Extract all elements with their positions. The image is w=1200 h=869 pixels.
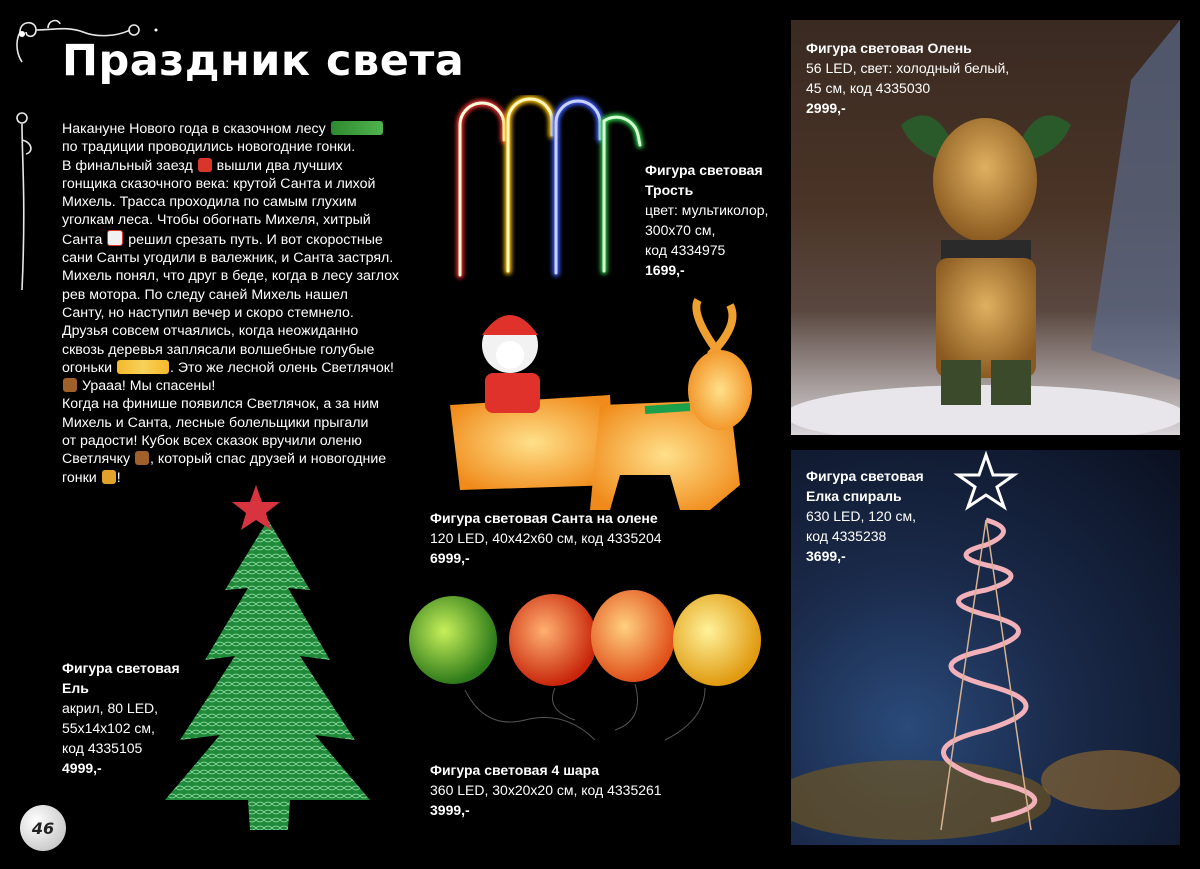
product-name: Фигура световая	[62, 660, 180, 676]
story-line: от радости! Кубок всех сказок вручили оленю	[62, 433, 362, 450]
santa-emoji-icon	[107, 230, 123, 246]
gift-emoji-icon	[102, 470, 116, 484]
product-name: Фигура световая	[645, 162, 763, 178]
product-name: Трость	[645, 182, 694, 198]
product-price: 3999,-	[430, 802, 470, 818]
product-desc: 120 LED, 40х42х60 см, код 4335204	[430, 530, 662, 546]
story-line: Друзья совсем отчаялись, когда неожиданно	[62, 323, 359, 340]
story-line: сквозь деревья заплясали волшебные голубые	[62, 341, 375, 358]
story-line: рев мотора. По следу саней Михель нашел	[62, 286, 348, 303]
fir-tree-image	[160, 480, 375, 840]
story-line: В финальный заезд	[62, 157, 193, 174]
product-price: 1699,-	[645, 262, 685, 278]
reindeer-emoji-icon	[135, 451, 149, 465]
page-title: Праздник света	[62, 36, 465, 86]
product-desc: код 4334975	[645, 242, 726, 258]
product-desc: 630 LED, 120 см,	[806, 508, 917, 524]
story-text	[62, 120, 442, 487]
spiral-tree-photo	[791, 450, 1180, 845]
product-name: Фигура световая	[806, 468, 924, 484]
story-line: Светлячку	[62, 451, 131, 468]
product-price: 3699,-	[806, 548, 846, 564]
story-line: уголкам леса. Чтобы обогнать Михеля, хитрый	[62, 212, 371, 229]
story-line: Михель. Трасса проходила по самым глухим	[62, 194, 357, 211]
reindeer-emoji-icon	[63, 378, 77, 392]
story-line: сани Санты угодили в валежник, и Санта застрял.	[62, 250, 394, 267]
product-desc: 56 LED, свет: холодный белый,	[806, 60, 1010, 76]
santa-caption	[430, 508, 662, 568]
product-price: 6999,-	[430, 550, 470, 566]
cane-caption	[645, 160, 768, 280]
product-desc: 45 см, код 4335030	[806, 80, 931, 96]
story-line: по традиции проводились новогодние гонки.	[62, 139, 356, 156]
product-desc: код 4335238	[806, 528, 887, 544]
story-line: вышли два лучших	[216, 157, 343, 174]
product-name: Елка спираль	[806, 488, 902, 504]
product-desc: цвет: мультиколор,	[645, 202, 769, 218]
story-line: гонщика сказочного века: крутой Санта и лихой	[62, 175, 376, 192]
story-line: , который спас друзей и новогодние	[150, 451, 387, 468]
product-desc: 360 LED, 30х20х20 см, код 4335261	[430, 782, 662, 798]
product-desc: акрил, 80 LED,	[62, 700, 159, 716]
story-line: гонки	[62, 469, 97, 486]
deer-photo	[791, 20, 1180, 435]
product-name: Фигура световая Санта на олене	[430, 510, 658, 526]
story-line: !	[116, 469, 121, 486]
story-line: Санта	[62, 231, 103, 248]
page-number: 46	[31, 818, 55, 838]
santa-sleigh-image	[440, 295, 760, 530]
product-desc: 300х70 см,	[645, 222, 716, 238]
story-line: Урааа! Мы спасены!	[81, 378, 216, 395]
story-line: Накануне Нового года в сказочном лесу	[62, 121, 326, 137]
story-line: Санту, но наступил вечер и скоро стемнело.	[62, 304, 354, 321]
ornament-icon	[8, 100, 48, 300]
story-line: Когда на финише появился Светлячок, а за ним	[62, 396, 380, 413]
story-line: огоньки	[62, 359, 113, 376]
product-price: 2999,-	[806, 100, 846, 116]
product-price: 4999,-	[62, 760, 102, 776]
fir-caption	[62, 658, 180, 778]
santa-emoji-icon	[198, 158, 212, 172]
product-desc: 55х14х102 см,	[62, 720, 155, 736]
light-balls-image	[405, 590, 765, 755]
story-line: . Это же лесной олень Светлячок!	[169, 359, 394, 376]
product-name: Ель	[62, 680, 89, 696]
deer-caption	[806, 38, 1009, 118]
balls-caption	[430, 760, 662, 820]
product-desc: код 4335105	[62, 740, 143, 756]
spiral-caption	[806, 466, 924, 566]
candy-cane-image	[450, 95, 650, 285]
product-name: Фигура световая Олень	[806, 40, 972, 56]
story-line: Михель и Санта, лесные болельщики прыгали	[62, 414, 369, 431]
page-number-badge	[20, 805, 66, 851]
tree-emoji-icon	[331, 121, 383, 135]
star-emoji-icon	[117, 360, 169, 374]
product-name: Фигура световая 4 шара	[430, 762, 599, 778]
story-line: решил срезать путь. И вот скоростные	[128, 231, 383, 248]
story-line: Михель понял, что друг в беде, когда в лесу заглох	[62, 268, 400, 285]
